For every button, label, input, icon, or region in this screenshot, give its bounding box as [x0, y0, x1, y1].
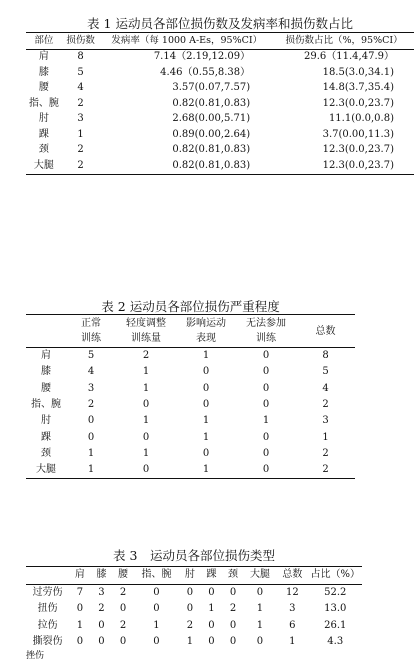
- table2-header: [26, 315, 66, 348]
- table2-cell: 踝: [41, 431, 51, 443]
- table1-header: 发病率（每 1000 A-Es，95%CI）: [111, 35, 263, 46]
- table3-cell: 0: [186, 603, 194, 615]
- table-row: [26, 112, 414, 128]
- table2-cell: 0: [262, 447, 270, 459]
- table2-cell: 5: [322, 366, 329, 378]
- table3-cell: 6: [289, 619, 296, 631]
- table2-cell: 0: [202, 447, 210, 459]
- table-row: [26, 446, 355, 462]
- table1-cell: 膝: [38, 66, 49, 78]
- table2-cell: 1: [202, 431, 210, 443]
- table2-cell: 8: [322, 350, 329, 362]
- table3-cell: 2: [186, 619, 194, 631]
- table-row: [26, 634, 362, 651]
- table1-cell: 11.1(0.0,0.8): [328, 113, 394, 125]
- table2-cell: 0: [142, 399, 150, 411]
- table2-cell: 4: [322, 382, 329, 394]
- table2-cell: 1: [262, 415, 270, 427]
- table3-cell: 0: [229, 619, 237, 631]
- table3-header: [26, 567, 69, 585]
- table3-cell: 0: [229, 586, 237, 598]
- table1-cell: 1: [77, 128, 84, 140]
- table3-cell: 1: [153, 619, 160, 631]
- table1-cell: 5: [77, 66, 84, 78]
- table3-cell: 0: [98, 636, 105, 648]
- table3-header: 腰: [118, 569, 129, 581]
- table3-cell: 0: [76, 603, 84, 615]
- table3-cell: 1: [289, 636, 296, 648]
- table1-cell: 2.68(0.00,5.71): [172, 113, 251, 125]
- table2-cell: 2: [322, 399, 329, 411]
- table1-header: 损伤数: [66, 35, 95, 46]
- table3-cell: 2: [98, 603, 105, 615]
- table2-cell: 0: [202, 382, 210, 394]
- table1-cell: 12.3(0.0,23.7): [322, 97, 394, 109]
- table2-cell: 2: [87, 399, 95, 411]
- table-row: [26, 49, 414, 65]
- table3-header: 踝: [206, 569, 217, 581]
- table2-header-line: 影响运动: [186, 318, 226, 329]
- table2-header-line: 训练: [81, 333, 101, 344]
- table2-cell: 0: [262, 366, 270, 378]
- table3-cell: 2: [229, 603, 237, 615]
- table1-header: 损伤数占比（%，95%CI）: [285, 35, 403, 46]
- table2-cell: 0: [87, 415, 95, 427]
- table1-cell: 2: [77, 97, 84, 109]
- table3-cell: 4.3: [327, 636, 344, 648]
- table-row: [26, 601, 362, 618]
- table3-cell: 3: [289, 603, 296, 615]
- table3-cell: 0: [186, 586, 194, 598]
- table3-header: 膝: [96, 569, 107, 581]
- table2-header: [236, 315, 296, 348]
- table1-cell: 18.5(3.0,34.1): [322, 66, 394, 78]
- table-row: [26, 413, 355, 429]
- table-row: [26, 381, 355, 397]
- table1-cell: 0.82(0.81,0.83): [172, 97, 251, 109]
- table-row: [26, 429, 355, 445]
- table2-header-line: 训练: [256, 333, 276, 344]
- table1: [26, 32, 414, 175]
- table3-cell: 0: [208, 636, 215, 648]
- table2-cell: 2: [322, 447, 329, 459]
- table-row: [26, 397, 355, 413]
- table3-cell: 0: [98, 619, 105, 631]
- table-row: [26, 65, 414, 81]
- table3-cell: 3: [98, 586, 105, 598]
- table2-header-line: 正常: [81, 318, 101, 329]
- table-row: [26, 462, 355, 479]
- table3: [26, 566, 362, 651]
- table3-cell: 0: [256, 586, 264, 598]
- table1-cell: 29.6（11.4,47.9）: [304, 51, 394, 63]
- table3-cell: 7: [76, 586, 84, 598]
- table3-cell: 1: [256, 603, 264, 615]
- table3-cell: 0: [256, 636, 264, 648]
- table3-cell: 0: [76, 636, 84, 648]
- table3-header: 颈: [228, 569, 239, 581]
- table1-cell: 12.3(0.0,23.7): [322, 159, 394, 171]
- table1-cell: 2: [77, 159, 84, 171]
- table2-cell: 1: [142, 382, 150, 394]
- table3-cell: 0: [119, 603, 127, 615]
- table3-cell: 扭伤: [37, 603, 58, 615]
- table3-cell: 过劳伤: [32, 586, 63, 598]
- table2-cell: 0: [262, 350, 270, 362]
- table3-cut-row-label: 挫伤: [26, 651, 45, 661]
- table1-cell: 肩: [38, 51, 49, 63]
- table1-cell: 0.82(0.81,0.83): [172, 144, 251, 156]
- table3-cell: 拉伤: [37, 619, 58, 631]
- table1-cell: 14.8(3.7,35.4): [322, 82, 394, 94]
- table2-header: [176, 315, 236, 348]
- table2-cell: 0: [262, 464, 270, 476]
- table3-cell: 0: [153, 636, 160, 648]
- table2-cell: 0: [87, 431, 95, 443]
- table2-header: [116, 315, 176, 348]
- table2-caption: 表 2 运动员各部位损伤严重程度: [101, 299, 280, 314]
- table2-header-line: 轻度调整: [126, 318, 166, 329]
- table3-cell: 1: [208, 603, 215, 615]
- table1-cell: 3.57(0.07,7.57): [172, 82, 251, 94]
- table-row: [26, 618, 362, 635]
- table1-cell: 肘: [38, 113, 49, 125]
- table1-cell: 踝: [38, 128, 49, 140]
- table-row: [26, 81, 414, 97]
- table2-cell: 膝: [41, 366, 51, 378]
- table1-cell: 7.14（2.19,12.09）: [153, 51, 251, 63]
- table2-header: [296, 315, 355, 348]
- table1-cell: 3: [77, 113, 84, 125]
- table3-cell: 1: [186, 636, 194, 648]
- table2-cell: 指、腕: [31, 399, 61, 411]
- table2-cell: 1: [202, 350, 210, 362]
- table-row: [26, 127, 414, 143]
- table2-header-line: 总数: [315, 325, 336, 337]
- table1-cell: 8: [77, 51, 84, 63]
- table1-caption: 表 1 运动员各部位损伤数及发病率和损伤数占比: [87, 16, 353, 31]
- table-row: [26, 158, 414, 174]
- table-row: [26, 348, 355, 365]
- table3-header: 大腿: [249, 569, 270, 581]
- table2-cell: 1: [202, 415, 210, 427]
- table-row: [26, 143, 414, 159]
- table1-cell: 腰: [38, 82, 49, 94]
- table2-cell: 肩: [41, 350, 51, 362]
- table2-cell: 0: [142, 464, 150, 476]
- table1-cell: 12.3(0.0,23.7): [322, 144, 394, 156]
- table2-cell: 4: [87, 366, 95, 378]
- table2-cell: 大腿: [36, 464, 56, 476]
- table2-cell: 1: [87, 464, 95, 476]
- table3-cell: 0: [208, 586, 215, 598]
- table3-cell: 2: [119, 619, 127, 631]
- table3-cell: 0: [153, 603, 160, 615]
- table3-header: 占比（%）: [310, 569, 360, 581]
- table3-header: 肘: [184, 569, 195, 581]
- table3-caption: 表 3 运动员各部位损伤类型: [113, 548, 275, 563]
- table2-cell: 0: [262, 431, 270, 443]
- table3-cell: 撕裂伤: [32, 636, 63, 648]
- table2-cell: 3: [87, 382, 95, 394]
- table3-cell: 1: [256, 619, 264, 631]
- table2-cell: 2: [142, 350, 150, 362]
- table3-cell: 1: [76, 619, 84, 631]
- table3-cell: 52.2: [324, 586, 347, 598]
- table2-header-line: 表现: [196, 333, 216, 344]
- table1-cell: 大腿: [33, 159, 54, 171]
- table1-cell: 4.46（0.55,8.38）: [160, 66, 251, 78]
- table2-cell: 2: [322, 464, 329, 476]
- table2-cell: 1: [322, 431, 329, 443]
- table3-cell: 0: [208, 619, 215, 631]
- table3-cell: 0: [119, 636, 127, 648]
- table2-cell: 1: [87, 447, 95, 459]
- table3-cell: 0: [153, 586, 160, 598]
- table2-header-line: 训练量: [131, 333, 161, 344]
- table1-cell: 4: [77, 82, 84, 94]
- table2: [26, 314, 355, 479]
- table-row: [26, 584, 362, 601]
- table2-cell: 0: [262, 382, 270, 394]
- table-row: [26, 96, 414, 112]
- table-row: [26, 364, 355, 380]
- table3-cell: 13.0: [324, 603, 347, 615]
- table2-cell: 3: [322, 415, 329, 427]
- table2-cell: 1: [142, 415, 150, 427]
- table2-header: [66, 315, 116, 348]
- table2-cell: 5: [87, 350, 95, 362]
- table3-cell: 0: [229, 636, 237, 648]
- table2-cell: 0: [142, 431, 150, 443]
- table1-cell: 颈: [38, 144, 49, 156]
- table2-cell: 颈: [41, 447, 51, 459]
- table1-cell: 0.82(0.81,0.83): [172, 159, 251, 171]
- table3-cell: 26.1: [324, 619, 347, 631]
- table2-cell: 肘: [41, 415, 51, 427]
- table2-cell: 0: [262, 399, 270, 411]
- table2-cell: 0: [202, 399, 210, 411]
- table2-cell: 1: [202, 464, 210, 476]
- table1-header: 部位: [34, 35, 54, 46]
- table3-cell: 12: [285, 586, 299, 598]
- table1-cell: 0.89(0.00,2.64): [172, 128, 251, 140]
- table1-cell: 3.7(0.00,11.3): [322, 128, 394, 140]
- table3-header: 总数: [282, 569, 303, 581]
- table2-cell: 腰: [41, 382, 51, 394]
- table2-cell: 1: [142, 366, 150, 378]
- table2-cell: 1: [142, 447, 150, 459]
- table3-header: 肩: [74, 569, 85, 581]
- table3-cell: 2: [119, 586, 127, 598]
- table3-header: 指、腕: [141, 569, 172, 581]
- table1-cell: 指、腕: [28, 97, 59, 109]
- table1-cell: 2: [77, 144, 84, 156]
- table2-cell: 0: [202, 366, 210, 378]
- table2-header-line: 无法参加: [246, 318, 286, 329]
